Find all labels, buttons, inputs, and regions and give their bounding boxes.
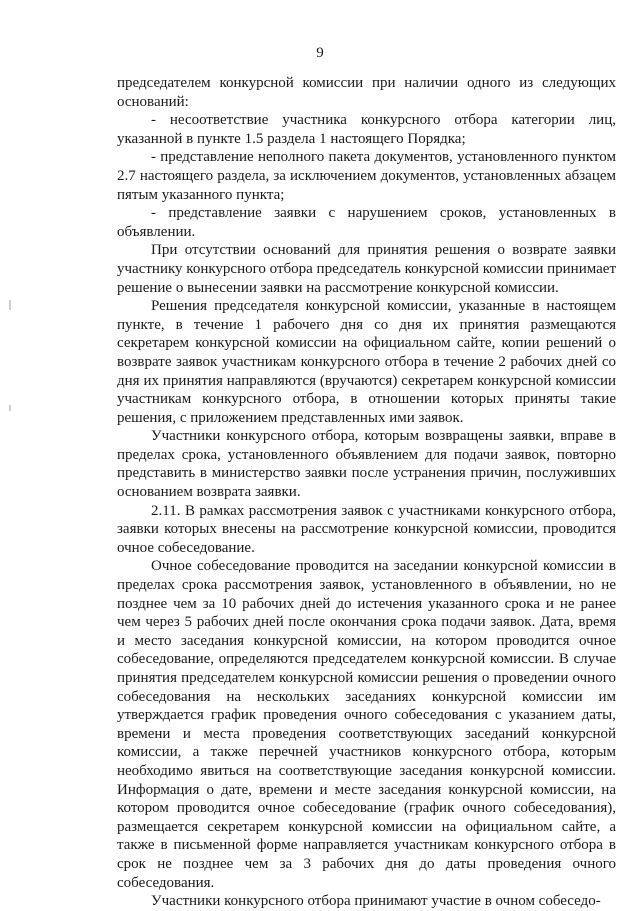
scan-margin-mark <box>9 405 11 411</box>
paragraph: 2.11. В рамках рассмотрения заявок с участниками конкурсного отбора, заявки которых внесены на рассмотрение конкурсной комиссии, проводится очное собеседование. <box>117 502 616 556</box>
paragraph: Решения председателя конкурсной комиссии, указанные в настоящем пункте, в течение 1 рабочего дня со дня их принятия размещаются секретарем конкурсной комиссии на официальном сайте, копии решений о возврате заявок участникам конкурсного отбора в течение 2 рабочих дней со дня их принятия направляются (вручаются) секретарем конкурсной комиссии участникам конкурсного отбора, в отношении которых приняты такие решения, с приложением представленных ими заявок. <box>117 298 616 426</box>
paragraph: Участники конкурсного отбора, которым возвращены заявки, вправе в пределах срока, установленного объявлением для подачи заявок, повторно представить в министерство заявки после устранения причин, послуживших основанием возврата заявки. <box>117 428 616 501</box>
paragraph: председателем конкурсной комиссии при наличии одного из следующих оснований: <box>117 75 616 110</box>
paragraph: - несоответствие участника конкурсного отбора категории лиц, указанной в пункте 1.5 раздела 1 настоящего Порядка; <box>117 112 616 147</box>
paragraph: При отсутствии оснований для принятия решения о возврате заявки участнику конкурсного отбора председатель конкурсной комиссии принимает решение о вынесении заявки на рассмотрение конкурсной комиссии. <box>117 242 616 296</box>
paragraph: - представление неполного пакета документов, установленного пунктом 2.7 настоящего раздела, за исключением документов, установленных абзацем пятым указанного пункта; <box>117 149 616 203</box>
paragraph: - представление заявки с нарушением сроков, установленных в объявлении. <box>117 205 616 240</box>
document-body <box>117 74 616 911</box>
paragraph: Участники конкурсного отбора принимают участие в очном собеседо- <box>151 893 601 910</box>
page-number: 9 <box>316 45 324 61</box>
scan-margin-mark <box>9 300 11 310</box>
paragraph: Очное собеседование проводится на заседании конкурсной комиссии в пределах срока рассмотрения заявок, установленного в объявлении, но не позднее чем за 10 рабочих дней до истечения указанного срока и не ранее чем через 5 рабочих дней после окончания срока подачи заявок. Дата, время и место заседания конкурсной комиссии, на котором проводится очное собеседование, определяются председателем конкурсной комиссии. В случае принятия председателем конкурсной комиссии решения о проведении очного собеседования на нескольких заседаниях конкурсной комиссии им утверждается график проведения очного собеседования с указанием даты, времени и места проведения соответствующих заседаний конкурсной комиссии, а также перечней участников конкурсного отбора, которым необходимо явиться на соответствующие заседания конкурсной комиссии. Информация о дате, времени и месте заседания конкурсной комиссии, на котором проводится очное собеседование (график очного собеседования), размещается секретарем конкурсной комиссии на официальном сайте, а также в письменной форме направляется участникам конкурсного отбора в срок не позднее чем за 3 рабочих дня до даты проведения очного собеседования. <box>117 558 616 891</box>
